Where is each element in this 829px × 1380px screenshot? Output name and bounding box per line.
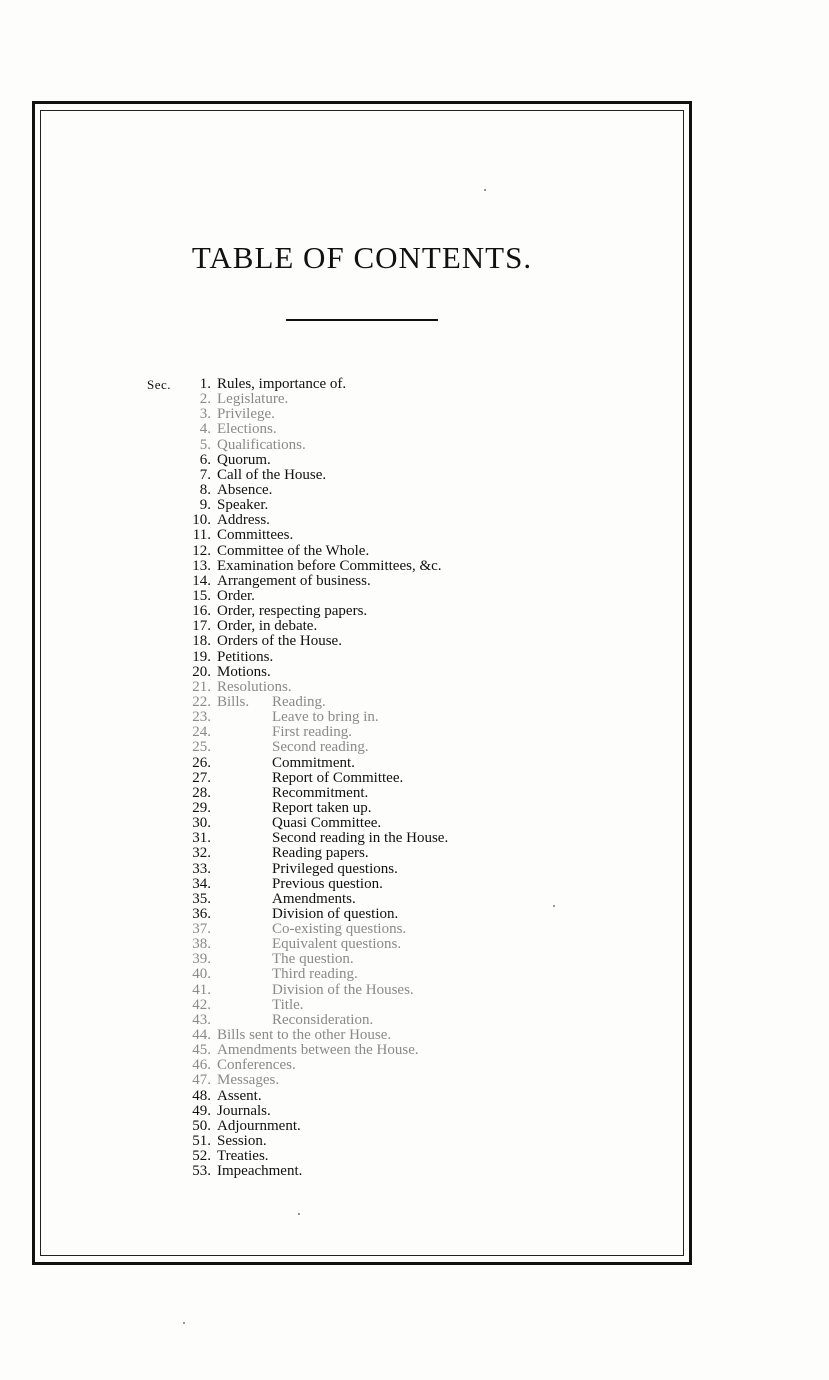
toc-entry: [0, 937, 829, 952]
toc-entry: [0, 468, 829, 483]
toc-entry: [0, 1104, 829, 1119]
toc-entry-subtitle: Report taken up.: [272, 799, 372, 816]
toc-entry: [0, 892, 829, 907]
toc-entry: [0, 786, 829, 801]
toc-entry: [0, 665, 829, 680]
toc-entry: [0, 1043, 829, 1058]
toc-entry-subtitle: Commitment.: [272, 754, 355, 771]
toc-entry-number: 12.: [192, 542, 211, 559]
toc-entry-title: Bills.: [217, 693, 250, 710]
toc-entry-title: Qualifications.: [217, 436, 306, 453]
toc-entry: [0, 453, 829, 468]
toc-entry-number: 34.: [192, 875, 211, 892]
toc-entry-number: 36.: [192, 905, 211, 922]
toc-entry-subtitle: Second reading.: [272, 739, 369, 756]
toc-entry: [0, 816, 829, 831]
toc-entry-number: 20.: [192, 663, 211, 680]
toc-entry-number: 21.: [192, 678, 211, 695]
toc-entry-number: 32.: [192, 845, 211, 862]
print-speck: [183, 1322, 185, 1324]
toc-entry-number: 14.: [192, 572, 211, 589]
toc-entry-subtitle: Previous question.: [272, 875, 383, 892]
toc-entry-number: 8.: [199, 481, 211, 498]
toc-entry-title: Amendments between the House.: [217, 1042, 419, 1059]
toc-entry-subtitle: Co-existing questions.: [272, 921, 407, 938]
toc-entry-number: 24.: [192, 724, 211, 741]
toc-entry-title: Treaties.: [217, 1148, 269, 1165]
toc-entry-number: 2.: [199, 391, 211, 408]
page-title: TABLE OF CONTENTS.: [191, 240, 533, 275]
toc-entry-title: Quorum.: [217, 451, 271, 468]
toc-entry: [0, 877, 829, 892]
toc-entry-number: 38.: [192, 936, 211, 953]
toc-entry-subtitle: Division of question.: [272, 905, 399, 922]
toc-entry: [0, 619, 829, 634]
toc-entry-number: 35.: [192, 890, 211, 907]
toc-entry-number: 18.: [192, 633, 211, 650]
toc-entry-subtitle: Division of the Houses.: [272, 981, 414, 998]
table-of-contents: [0, 377, 829, 1179]
toc-entry: [0, 1164, 829, 1179]
toc-entry: [0, 559, 829, 574]
toc-entry: [0, 422, 829, 437]
toc-entry-number: 31.: [192, 830, 211, 847]
toc-entry-title: Adjournment.: [217, 1117, 301, 1134]
toc-entry: [0, 680, 829, 695]
toc-entry-title: Committee of the Whole.: [217, 542, 370, 559]
toc-entry-title: Committees.: [217, 527, 294, 544]
toc-entry-number: 41.: [192, 981, 211, 998]
toc-entry-number: 16.: [192, 603, 211, 620]
toc-entry: [0, 589, 829, 604]
toc-entry: [0, 710, 829, 725]
toc-entry-number: 40.: [192, 966, 211, 983]
toc-entry: [0, 1149, 829, 1164]
toc-entry-title: Conferences.: [217, 1057, 296, 1074]
toc-entry-number: 9.: [199, 497, 211, 514]
toc-entry-number: 19.: [192, 648, 211, 665]
toc-entry-number: 1.: [199, 376, 211, 392]
toc-entry: [0, 756, 829, 771]
toc-entry-number: 29.: [192, 799, 211, 816]
toc-entry: [0, 1013, 829, 1028]
toc-entry: [0, 846, 829, 861]
toc-entry-number: 49.: [192, 1102, 211, 1119]
toc-entry-subtitle: The question.: [272, 951, 354, 968]
toc-entry-number: 5.: [199, 436, 211, 453]
toc-entry-number: 3.: [199, 406, 211, 423]
toc-entry: [0, 998, 829, 1013]
toc-entry-number: 52.: [192, 1148, 211, 1165]
toc-entry-number: 23.: [192, 709, 211, 726]
toc-entry-title: Order, respecting papers.: [217, 603, 368, 620]
toc-entry: [0, 392, 829, 407]
toc-entry: [0, 862, 829, 877]
toc-entry: [0, 650, 829, 665]
toc-entry-number: 30.: [192, 815, 211, 832]
toc-entry-number: 42.: [192, 996, 211, 1013]
toc-entry: [0, 574, 829, 589]
toc-entry-subtitle: Report of Committee.: [272, 769, 404, 786]
toc-entry: [0, 528, 829, 543]
toc-entry: [0, 983, 829, 998]
toc-entry: [0, 1134, 829, 1149]
toc-entry: [0, 922, 829, 937]
toc-entry-subtitle: Leave to bring in.: [272, 709, 379, 726]
toc-entry-number: 46.: [192, 1057, 211, 1074]
toc-entry-number: 47.: [192, 1072, 211, 1089]
toc-entry-title: Legislature.: [217, 391, 289, 408]
toc-entry-number: 25.: [192, 739, 211, 756]
toc-entry-title: Speaker.: [217, 497, 269, 514]
toc-entry-title: Absence.: [217, 481, 273, 498]
toc-entry-title: Address.: [217, 512, 270, 529]
toc-entry-title: Order, in debate.: [217, 618, 318, 635]
toc-entry-title: Journals.: [217, 1102, 271, 1119]
toc-entry: [0, 967, 829, 982]
toc-entry-title: Assent.: [217, 1087, 262, 1104]
toc-entry-subtitle: Recommitment.: [272, 784, 369, 801]
toc-entry: [0, 952, 829, 967]
toc-entry-number: 37.: [192, 921, 211, 938]
toc-entry-title: Elections.: [217, 421, 277, 438]
toc-entry: [0, 438, 829, 453]
toc-entry-number: 27.: [192, 769, 211, 786]
toc-entry-title: Call of the House.: [217, 466, 327, 483]
toc-entry: [0, 831, 829, 846]
toc-entry-title: Privilege.: [217, 406, 275, 423]
toc-entry-number: 44.: [192, 1027, 211, 1044]
toc-entry-title: Messages.: [217, 1072, 280, 1089]
toc-entry-number: 6.: [199, 451, 211, 468]
toc-entry-number: 15.: [192, 587, 211, 604]
toc-entry-subtitle: Title.: [272, 996, 304, 1013]
toc-entry-number: 13.: [192, 557, 211, 574]
toc-entry: [0, 1058, 829, 1073]
toc-entry: [0, 634, 829, 649]
toc-entry-number: 26.: [192, 754, 211, 771]
toc-entry-subtitle: Second reading in the House.: [272, 830, 449, 847]
print-speck: [298, 1213, 300, 1215]
toc-entry: [0, 801, 829, 816]
toc-entry: [0, 544, 829, 559]
toc-entry: [0, 1119, 829, 1134]
toc-entry: [0, 907, 829, 922]
toc-entry-number: 7.: [199, 466, 211, 483]
toc-entry: [0, 407, 829, 422]
toc-entry: [0, 1073, 829, 1088]
sec-label: Sec.: [147, 377, 172, 392]
toc-entry-number: 28.: [192, 784, 211, 801]
toc-entry-title: Order.: [217, 587, 255, 604]
toc-entry-title: Orders of the House.: [217, 633, 342, 650]
print-speck: [553, 905, 555, 907]
toc-entry-title: Arrangement of business.: [217, 572, 371, 589]
toc-entry-title: Motions.: [217, 663, 271, 680]
toc-entry: [0, 695, 829, 710]
toc-entry-title: Bills sent to the other House.: [217, 1027, 392, 1044]
toc-entry: [0, 1089, 829, 1104]
toc-entry: [0, 725, 829, 740]
toc-entry-number: 10.: [192, 512, 211, 529]
toc-entry-title: Petitions.: [217, 648, 274, 665]
toc-entry-title: Session.: [217, 1133, 267, 1150]
toc-entry-number: 50.: [192, 1117, 211, 1134]
toc-entry-subtitle: Quasi Committee.: [272, 815, 382, 832]
toc-entry: [0, 604, 829, 619]
toc-entry: [0, 498, 829, 513]
toc-entry-subtitle: Third reading.: [272, 966, 358, 983]
toc-entry: [0, 483, 829, 498]
toc-entry: [0, 513, 829, 528]
toc-entry-subtitle: Amendments.: [272, 890, 356, 907]
toc-entry-number: 51.: [192, 1133, 211, 1150]
toc-entry-number: 45.: [192, 1042, 211, 1059]
toc-entry-subtitle: First reading.: [272, 724, 352, 741]
toc-entry-subtitle: Reconsideration.: [272, 1011, 374, 1028]
toc-entry-title: Impeachment.: [217, 1163, 303, 1180]
toc-entry-number: 33.: [192, 860, 211, 877]
toc-entry: [0, 740, 829, 755]
toc-entry-subtitle: Reading.: [272, 693, 326, 710]
toc-entry-number: 48.: [192, 1087, 211, 1104]
title-rule: [286, 319, 438, 321]
toc-entry-number: 17.: [192, 618, 211, 635]
toc-entry-subtitle: Equivalent questions.: [272, 936, 402, 953]
toc-entry: [0, 1028, 829, 1043]
toc-entry-number: 39.: [192, 951, 211, 968]
toc-entry-number: 53.: [192, 1163, 211, 1180]
toc-entry-title: Rules, importance of.: [217, 376, 347, 392]
print-speck: [484, 189, 486, 191]
toc-entry-subtitle: Privileged questions.: [272, 860, 398, 877]
toc-entry: [0, 377, 829, 392]
toc-entry-title: Resolutions.: [217, 678, 292, 695]
toc-entry-subtitle: Reading papers.: [272, 845, 369, 862]
toc-entry-number: 22.: [192, 693, 211, 710]
toc-entry-number: 11.: [192, 527, 211, 544]
toc-entry: [0, 771, 829, 786]
toc-entry-number: 43.: [192, 1011, 211, 1028]
toc-entry-number: 4.: [199, 421, 211, 438]
toc-entry-title: Examination before Committees, &c.: [217, 557, 442, 574]
